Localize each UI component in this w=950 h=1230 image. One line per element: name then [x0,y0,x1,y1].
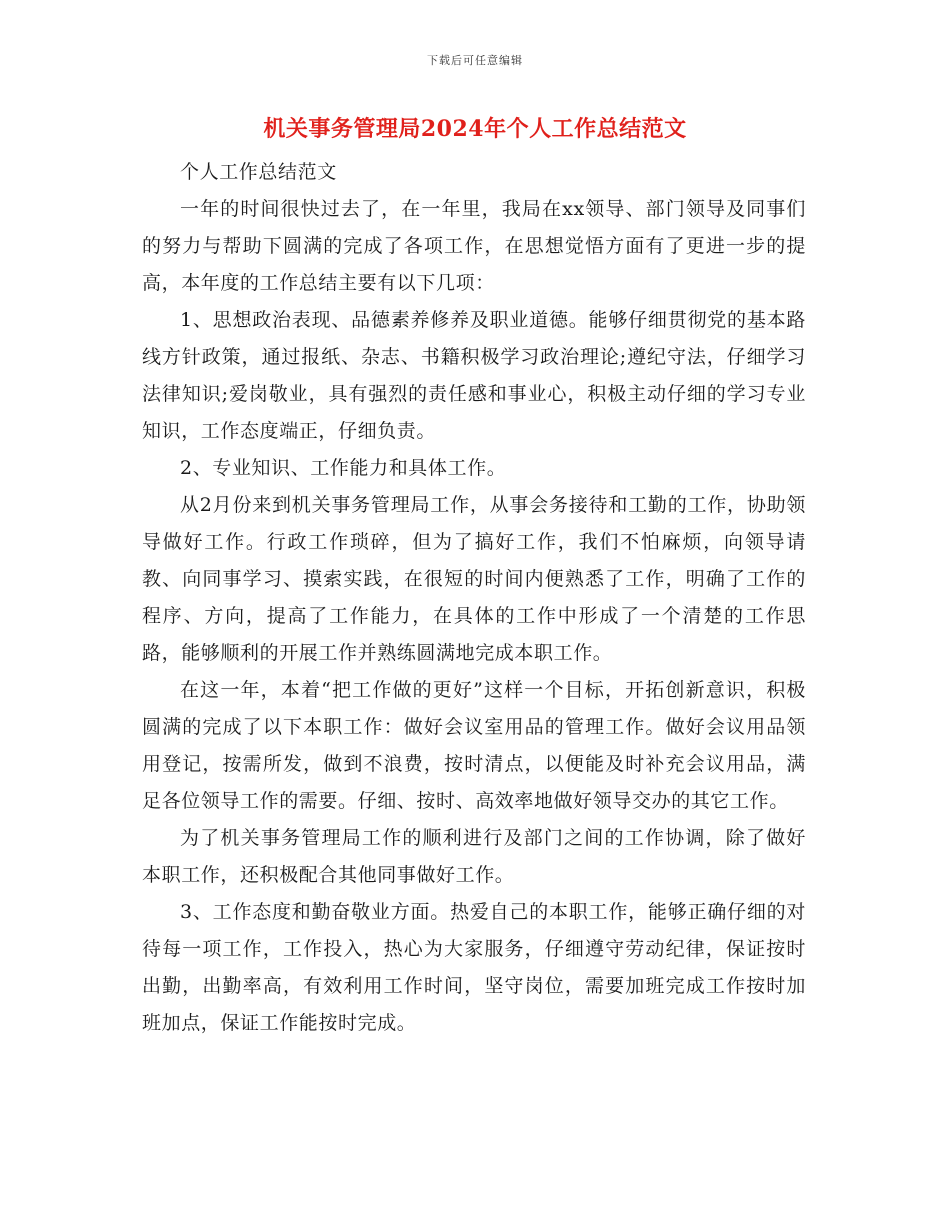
paragraph-section-2-body: 从2月份来到机关事务管理局工作，从事会务接待和工勤的工作，协助领导做好工作。行政工作琐碎，但为了搞好工作，我们不怕麻烦，向领导请教、向同事学习、摸索实践，在很短的时间内便熟悉了工作，明确了工作的程序、方向，提高了工作能力，在具体的工作中形成了一个清楚的工作思路，能够顺利的开展工作并熟练圆满地完成本职工作。 [142,494,806,664]
paragraph-subtitle: 个人工作总结范文 [180,161,337,183]
paragraph-section-1: 1、思想政治表现、品德素养修养及职业道德。能够仔细贯彻党的基本路线方针政策，通过报纸、杂志、书籍积极学习政治理论;遵纪守法，仔细学习法律知识;爱岗敬业，具有强烈的责任感和事业心，积极主动仔细的学习专业知识，工作态度端正，仔细负责。 [142,309,806,442]
paragraph-cooperation: 为了机关事务管理局工作的顺利进行及部门之间的工作协调，除了做好本职工作，还积极配合其他同事做好工作。 [142,827,806,886]
paragraph-duties: 在这一年，本着“把工作做的更好”这样一个目标，开拓创新意识，积极圆满的完成了以下本职工作：做好会议室用品的管理工作。做好会议用品领用登记，按需所发，做到不浪费，按时清点，以便能及时补充会议用品，满足各位领导工作的需要。仔细、按时、高效率地做好领导交办的其它工作。 [142,679,806,812]
paragraph-intro: 一年的时间很快过去了，在一年里，我局在xx领导、部门领导及同事们的努力与帮助下圆满的完成了各项工作，在思想觉悟方面有了更进一步的提高，本年度的工作总结主要有以下几项： [142,198,806,294]
document-body [142,154,806,1042]
document-title: 机关事务管理局2024年个人工作总结范文 [263,116,687,142]
paragraph-section-2-heading: 2、专业知识、工作能力和具体工作。 [180,457,507,479]
paragraph-section-3: 3、工作态度和勤奋敬业方面。热爱自己的本职工作，能够正确仔细的对待每一项工作，工作投入，热心为大家服务，仔细遵守劳动纪律，保证按时出勤，出勤率高，有效利用工作时间，坚守岗位，需要加班完成工作按时加班加点，保证工作能按时完成。 [142,901,806,1034]
header-note: 下载后可任意编辑 [427,54,523,67]
